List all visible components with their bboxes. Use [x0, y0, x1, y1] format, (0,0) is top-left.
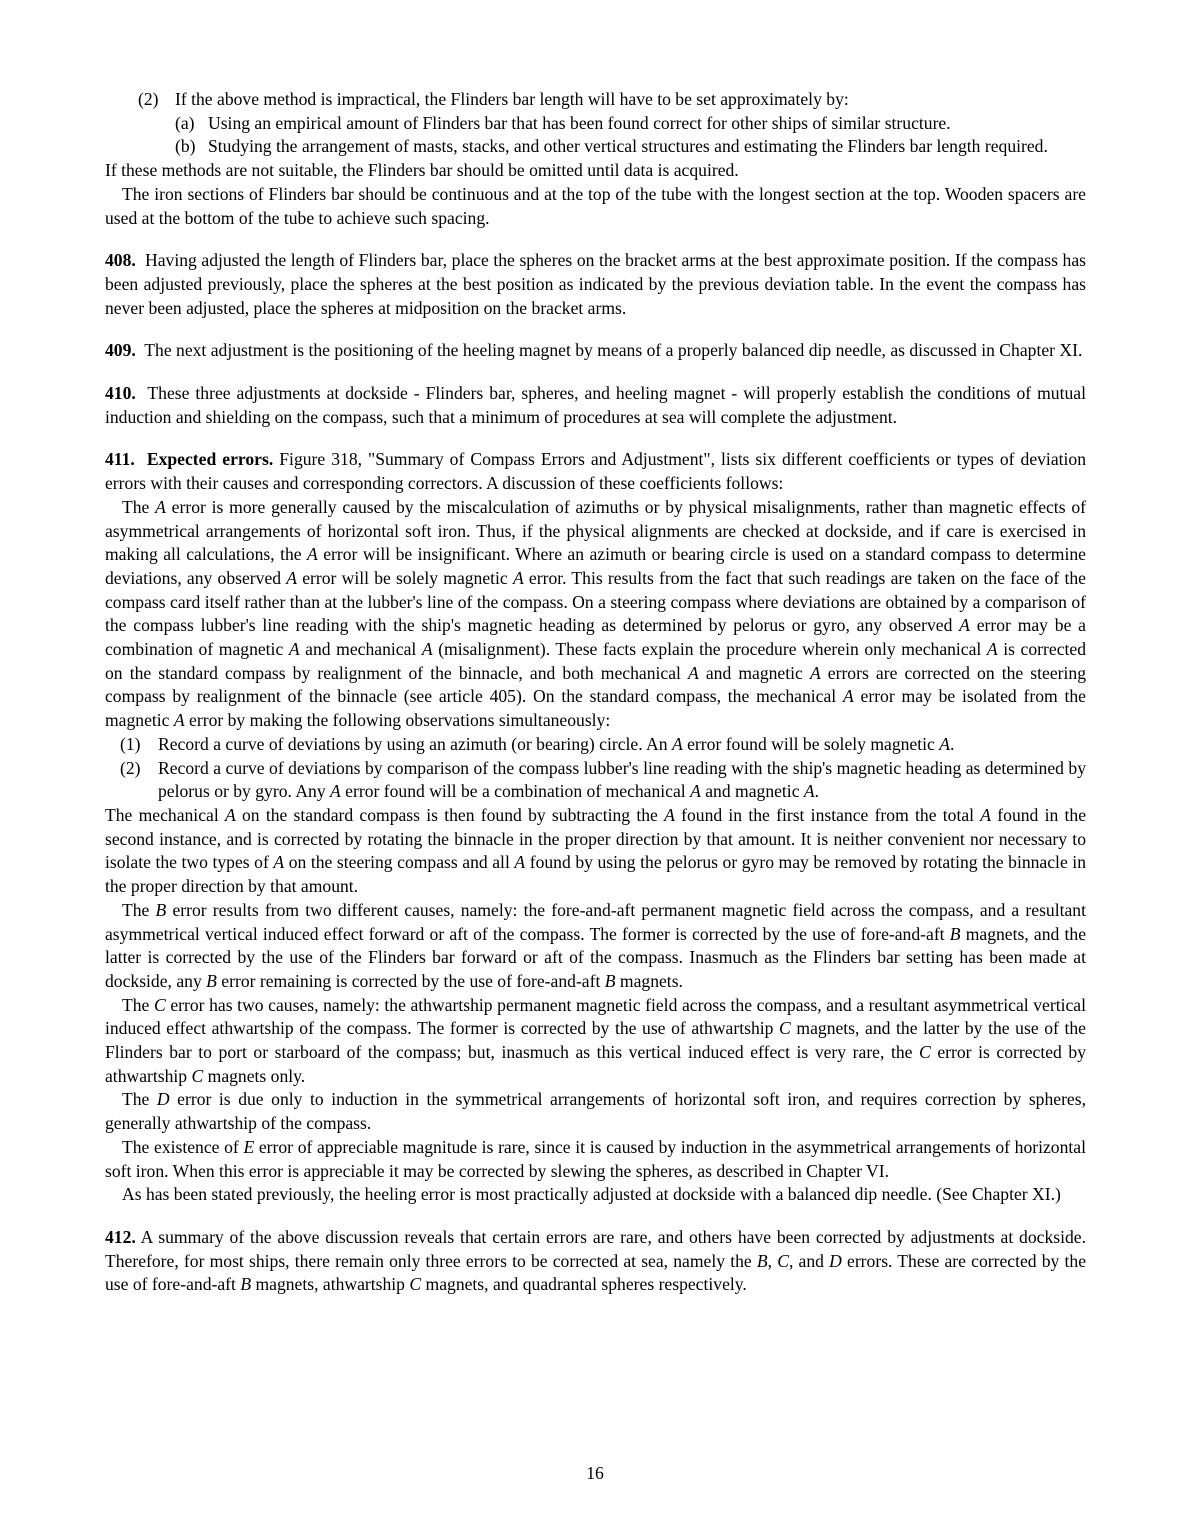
italic-coefficient: B	[756, 1250, 768, 1271]
italic-coefficient: A	[273, 852, 285, 873]
italic-coefficient: A	[803, 781, 815, 802]
italic-coefficient: C	[153, 994, 166, 1015]
body-text: error found will be solely magnetic	[682, 733, 940, 754]
body-text: Record a curve of deviations by using an azimuth (or bearing) circle. An	[158, 733, 672, 754]
body-text: magnets only.	[203, 1065, 306, 1086]
body-text: These three adjustments at dockside - Flinders bar, spheres, and heeling magnet - will properly establish the conditions of mutual induction and shielding on the compass, such that a minimum of procedures at sea will complete the adjustment.	[105, 383, 1086, 427]
list-item-b	[105, 135, 1086, 159]
list-label: (2)	[138, 89, 159, 109]
italic-coefficient: B	[155, 899, 167, 920]
italic-coefficient: A	[421, 639, 433, 660]
italic-coefficient: A	[286, 567, 298, 588]
italic-coefficient: A	[809, 662, 821, 683]
body-text: error remaining is corrected by the use of fore-and-aft	[216, 970, 605, 991]
body-text: ,	[767, 1250, 778, 1271]
bold-text: 410.	[105, 383, 136, 404]
body-text: error by making the following observations simultaneously:	[184, 710, 611, 731]
body-text: error will be solely magnetic	[297, 567, 513, 588]
body-text: found in the first instance from the total	[674, 804, 981, 825]
paragraph-a-error	[105, 496, 1086, 733]
body-text: error of appreciable magnitude is rare, since it is caused by induction in the asymmetrical arrangements of horizontal soft iron. When this error is appreciable it may be corrected by slewing the spheres, as described in Chapter VI.	[105, 1136, 1086, 1181]
paragraph-e-error	[105, 1136, 1086, 1183]
paragraph-b-error	[105, 899, 1086, 994]
italic-coefficient: A	[842, 686, 854, 707]
body-text: Figure 318, "Summary of Compass Errors and Adjustment", lists six different coefficients or types of deviation errors with their causes and corresponding correctors. A discussion of these coefficients follows:	[105, 449, 1086, 494]
body-text: If these methods are not suitable, the Flinders bar should be omitted until data is acquired.	[105, 160, 739, 181]
body-text: If the above method is impractical, the Flinders bar length will have to be set approximately by:	[175, 89, 849, 109]
body-text: Studying the arrangement of masts, stacks, and other vertical structures and estimating the Flinders bar length required.	[208, 136, 1048, 157]
italic-coefficient: A	[959, 615, 970, 636]
body-text: errors. These are corrected by the use of fore-and-aft	[105, 1250, 1087, 1295]
italic-coefficient: A	[980, 804, 992, 825]
body-text: error is more generally caused by the miscalculation of azimuths or by physical misalignments, rather than magnetic effects of asymmetrical arrangements of horizontal soft iron. Thus, if the physical alignments are checked at dockside, and if care is exercised in making all calculations, the	[105, 496, 1086, 565]
body-text: errors are corrected on the steering compass by realignment of the binnacle (see article 405). On the standard compass, the mechanical	[105, 662, 1086, 707]
article-410	[105, 382, 1086, 429]
body-text: .	[949, 733, 955, 754]
page-content	[105, 88, 1086, 1297]
list-item-observation-1	[105, 733, 1086, 757]
body-text: found in the second instance, and is corrected by rotating the binnacle in the proper direction by that amount. It is neither convenient nor necessary to isolate the two types of	[105, 804, 1087, 873]
body-text: The	[122, 1089, 157, 1110]
list-item-2	[105, 88, 1086, 112]
body-text: magnets.	[615, 970, 683, 991]
body-text: found by using the pelorus or gyro may be removed by rotating the binnacle in the proper direction by that amount.	[105, 852, 1086, 897]
italic-coefficient: A	[671, 733, 683, 754]
body-text: Record a curve of deviations by comparison of the compass lubber's line reading with the ship's magnetic heading as determined by pelorus or by gyro. Any	[158, 757, 1086, 802]
body-text: The	[122, 899, 156, 920]
body-text: The mechanical	[105, 804, 225, 825]
article-411	[105, 448, 1086, 495]
italic-coefficient: A	[512, 567, 524, 588]
body-text: on the standard compass is then found by subtracting the	[235, 804, 665, 825]
italic-coefficient: C	[191, 1065, 204, 1086]
body-text: is corrected on the standard compass by realignment of the binnacle, and both mechanical	[105, 639, 1086, 683]
body-text: The	[122, 994, 154, 1015]
list-label: (b)	[175, 136, 196, 157]
italic-coefficient: A	[224, 804, 236, 825]
paragraph-c-error	[105, 994, 1086, 1089]
article-409	[105, 339, 1086, 363]
body-text: error found will be a combination of mechanical	[340, 781, 691, 802]
body-text: magnets, athwartship	[251, 1274, 410, 1295]
italic-coefficient: A	[664, 804, 675, 825]
italic-coefficient: A	[330, 781, 341, 802]
italic-coefficient: A	[688, 662, 699, 683]
paragraph-iron-sections	[105, 183, 1086, 230]
italic-coefficient: B	[604, 970, 616, 991]
italic-coefficient: A	[173, 710, 185, 731]
paragraph-mechanical-a	[105, 804, 1086, 899]
italic-coefficient: B	[240, 1274, 252, 1295]
list-item-observation-2	[105, 757, 1086, 804]
italic-coefficient: D	[156, 1089, 170, 1110]
italic-coefficient: A	[288, 639, 300, 660]
body-text: (misalignment). These facts explain the procedure wherein only mechanical	[432, 639, 987, 660]
body-text: on the steering compass and all	[284, 852, 515, 873]
paragraph-d-error	[105, 1088, 1086, 1135]
body-text: error is corrected by athwartship	[105, 1042, 1086, 1086]
body-text: The	[122, 496, 156, 517]
paragraph-heeling-error	[105, 1183, 1086, 1207]
body-text: The existence of	[122, 1136, 244, 1157]
body-text: error will be insignificant. Where an azimuth or bearing circle is used on a standard compass to determine deviations, any observed	[105, 544, 1086, 588]
body-text: and magnetic	[700, 781, 804, 802]
paragraph-methods-not-suitable	[105, 159, 1086, 183]
list-label: (2)	[120, 757, 141, 778]
body-text: , and	[788, 1250, 830, 1271]
italic-coefficient: A	[155, 496, 166, 517]
body-text: error results from two different causes, namely: the fore-and-aft permanent magnetic field across the compass, and a resultant asymmetrical vertical induced effect forward or aft of the compass. The former is corrected by the use of fore-and-aft	[105, 899, 1086, 944]
italic-coefficient: A	[514, 852, 526, 873]
page-number: 16	[586, 1463, 604, 1483]
article-412	[105, 1226, 1086, 1297]
body-text: error may be isolated from the magnetic	[105, 686, 1086, 731]
bold-text: 409.	[105, 340, 136, 361]
italic-coefficient: E	[243, 1136, 255, 1157]
body-text: .	[814, 781, 820, 802]
body-text: As has been stated previously, the heeling error is most practically adjusted at dockside with a balanced dip needle. (See Chapter XI.)	[122, 1184, 1061, 1205]
italic-coefficient: C	[777, 1250, 789, 1271]
italic-coefficient: A	[690, 781, 701, 802]
italic-coefficient: C	[409, 1274, 422, 1295]
list-label: (a)	[175, 112, 195, 133]
bold-text: 412.	[105, 1226, 136, 1247]
body-text: magnets, and the latter is corrected by the use of the Flinders bar forward or aft of the compass. Inasmuch as the Flinders bar setting has been made at dockside, any	[105, 923, 1086, 991]
list-label: (1)	[120, 733, 141, 754]
italic-coefficient: A	[307, 544, 318, 565]
bold-text: 408.	[105, 250, 136, 271]
body-text: Having adjusted the length of Flinders bar, place the spheres on the bracket arms at the best approximate position. If the compass has been adjusted previously, place the spheres at the best position as indicated by the previous deviation table. In the event the compass has never been adjusted, place the spheres at midposition on the bracket arms.	[105, 250, 1086, 318]
body-text: error is due only to induction in the symmetrical arrangements of horizontal soft iron, and requires correction by spheres, generally athwartship of the compass.	[105, 1089, 1086, 1134]
italic-coefficient: B	[206, 970, 217, 991]
body-text: error has two causes, namely: the athwartship permanent magnetic field across the compass, and a resultant asymmetrical vertical induced effect athwartship of the compass. The former is corrected by the use of athwartship	[105, 994, 1086, 1039]
body-text: A summary of the above discussion reveals that certain errors are rare, and others have been corrected by adjustments at dockside. Therefore, for most ships, there remain only three errors to be corrected at sea, namely the	[105, 1226, 1086, 1271]
body-text: and magnetic	[698, 662, 810, 683]
body-text: error may be a combination of magnetic	[105, 615, 1086, 660]
list-item-a	[105, 112, 1086, 136]
italic-coefficient: A	[986, 639, 998, 660]
italic-coefficient: C	[779, 1018, 791, 1039]
italic-coefficient: D	[829, 1250, 842, 1271]
body-text: The next adjustment is the positioning of the heeling magnet by means of a properly balanced dip needle, as discussed in Chapter XI.	[135, 340, 1083, 361]
article-408	[105, 249, 1086, 320]
body-text: The iron sections of Flinders bar should be continuous and at the top of the tube with the longest section at the top. Wooden spacers are used at the bottom of the tube to achieve such spacing.	[105, 183, 1086, 228]
body-text: magnets, and the latter by the use of the Flinders bar to port or starboard of the compass; but, inasmuch as this vertical induced effect is very rare, the	[105, 1018, 1086, 1063]
italic-coefficient: A	[939, 733, 950, 754]
body-text: magnets, and quadrantal spheres respectively.	[421, 1274, 747, 1295]
body-text: Using an empirical amount of Flinders bar that has been found correct for other ships of similar structure.	[208, 112, 951, 133]
italic-coefficient: B	[949, 923, 961, 944]
bold-text: 411. Expected errors.	[105, 449, 274, 470]
body-text: and mechanical	[299, 639, 422, 660]
body-text: error. This results from the fact that such readings are taken on the face of the compass card itself rather than at the lubber's line of the compass. On a steering compass where deviations are obtained by a comparison of the compass lubber's line reading with the ship's magnetic heading as determined by pelorus or gyro, any observed	[105, 567, 1086, 636]
italic-coefficient: C	[919, 1042, 931, 1063]
